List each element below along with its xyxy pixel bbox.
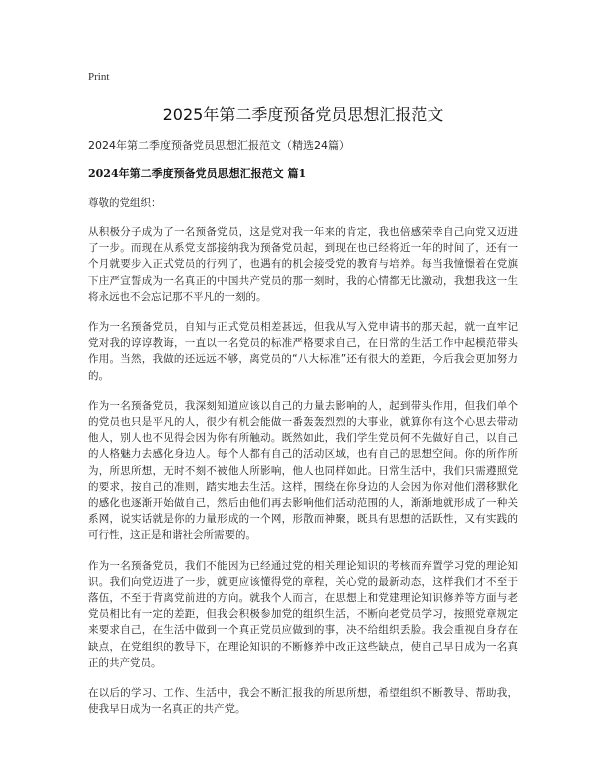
body-paragraph-4: 作为一名预备党员，我们不能因为已经通过党的相关理论知识的考核而弃置学习党的理论知识。我们向党迈进了一步，就更应该懂得党的章程，关心党的最新动态，这样我们才不至于落伍，不至于背离党前进的方向。就我个人而言，在思想上和党建理论知识修养等方面与老党员相比有一定的差距，但我会积极参加党的组织生活，不断向老党员学习，按照党章规定来要求自己，在生活中做到一个真正党员应做到的事，决不给组织丢脸。我会重视自身存在缺点，在党组织的教导下，在理论知识的不断修养中改正这些缺点，使自己早日成为一名真正的共产党员。 xyxy=(88,559,518,669)
document-title: 2025年第二季度预备党员思想汇报范文 xyxy=(162,105,444,124)
body-paragraph-1: 从积极分子成为了一名预备党员，这是党对我一年来的肯定，我也倍感荣幸自己向党又迈进了一步。而现在从系党支部接纳我为预备党员起，到现在也已经将近一年的时间了，还有一个月就要步入正式党员的行列了，也遇有的机会接受党的教育与培养。每当我憧憬着在党旗下庄严宣誓成为一名真正的中国共产党员的那一刻时，我的心情都无比激动，我想我这一生将永远也不会忘记那不平凡的一刻的。 xyxy=(88,226,518,303)
body-paragraph-2: 作为一名预备党员，自知与正式党员相差甚远，但我从写入党申请书的那天起，就一直牢记党对我的谆谆教诲，一直以一名党员的标准严格要求自己，在日常的生活工作中起模范带头作用。当然，我做的还远远不够，离党员的“八大标准”还有很大的差距，今后我会更加努力的。 xyxy=(88,321,518,382)
body-paragraph-5: 在以后的学习、工作、生活中，我会不断汇报我的所思所想，希望组织不断教导、帮助我，使我早日成为一名真正的共产党。 xyxy=(88,687,518,716)
document-subtitle: 2024年第二季度预备党员思想汇报范文（精选24篇） xyxy=(88,139,350,152)
section-heading: 2024年第二季度预备党员思想汇报范文 篇1 xyxy=(88,167,307,180)
document-page xyxy=(88,70,518,717)
salutation: 尊敬的党组织： xyxy=(88,197,162,209)
body-paragraph-3: 作为一名预备党员，我深刻知道应该以自己的力量去影响的人，起到带头作用，但我们单个的党员也只是平凡的人，很少有机会能做一番轰轰烈烈的大事业，就算你有这个心思去带动他人，别人也不见得会因为你有所触动。既然如此，我们学生党员何不先做好自己，以自己的人格魅力去感化身边人。每个人都有自己的活动区域，也有自己的思想空间。你的所作所为，所思所想，无时不刻不被他人所影响，他人也同样如此。日常生活中，我们只需遵照党的要求，按自己的准则，踏实地去生活。这样，围绕在你身边的人会因为你对他们潜移默化的感化也逐渐开始做自己，然后由他们再去影响他们活动范围的人，渐渐地就形成了一种关系网，说实话就是你的力量形成的一个网，形散而神聚，既具有思想的活跃性，又有实践的可行性，这正是和谐社会所需要的。 xyxy=(88,399,518,542)
print-link[interactable]: Print xyxy=(88,71,110,83)
